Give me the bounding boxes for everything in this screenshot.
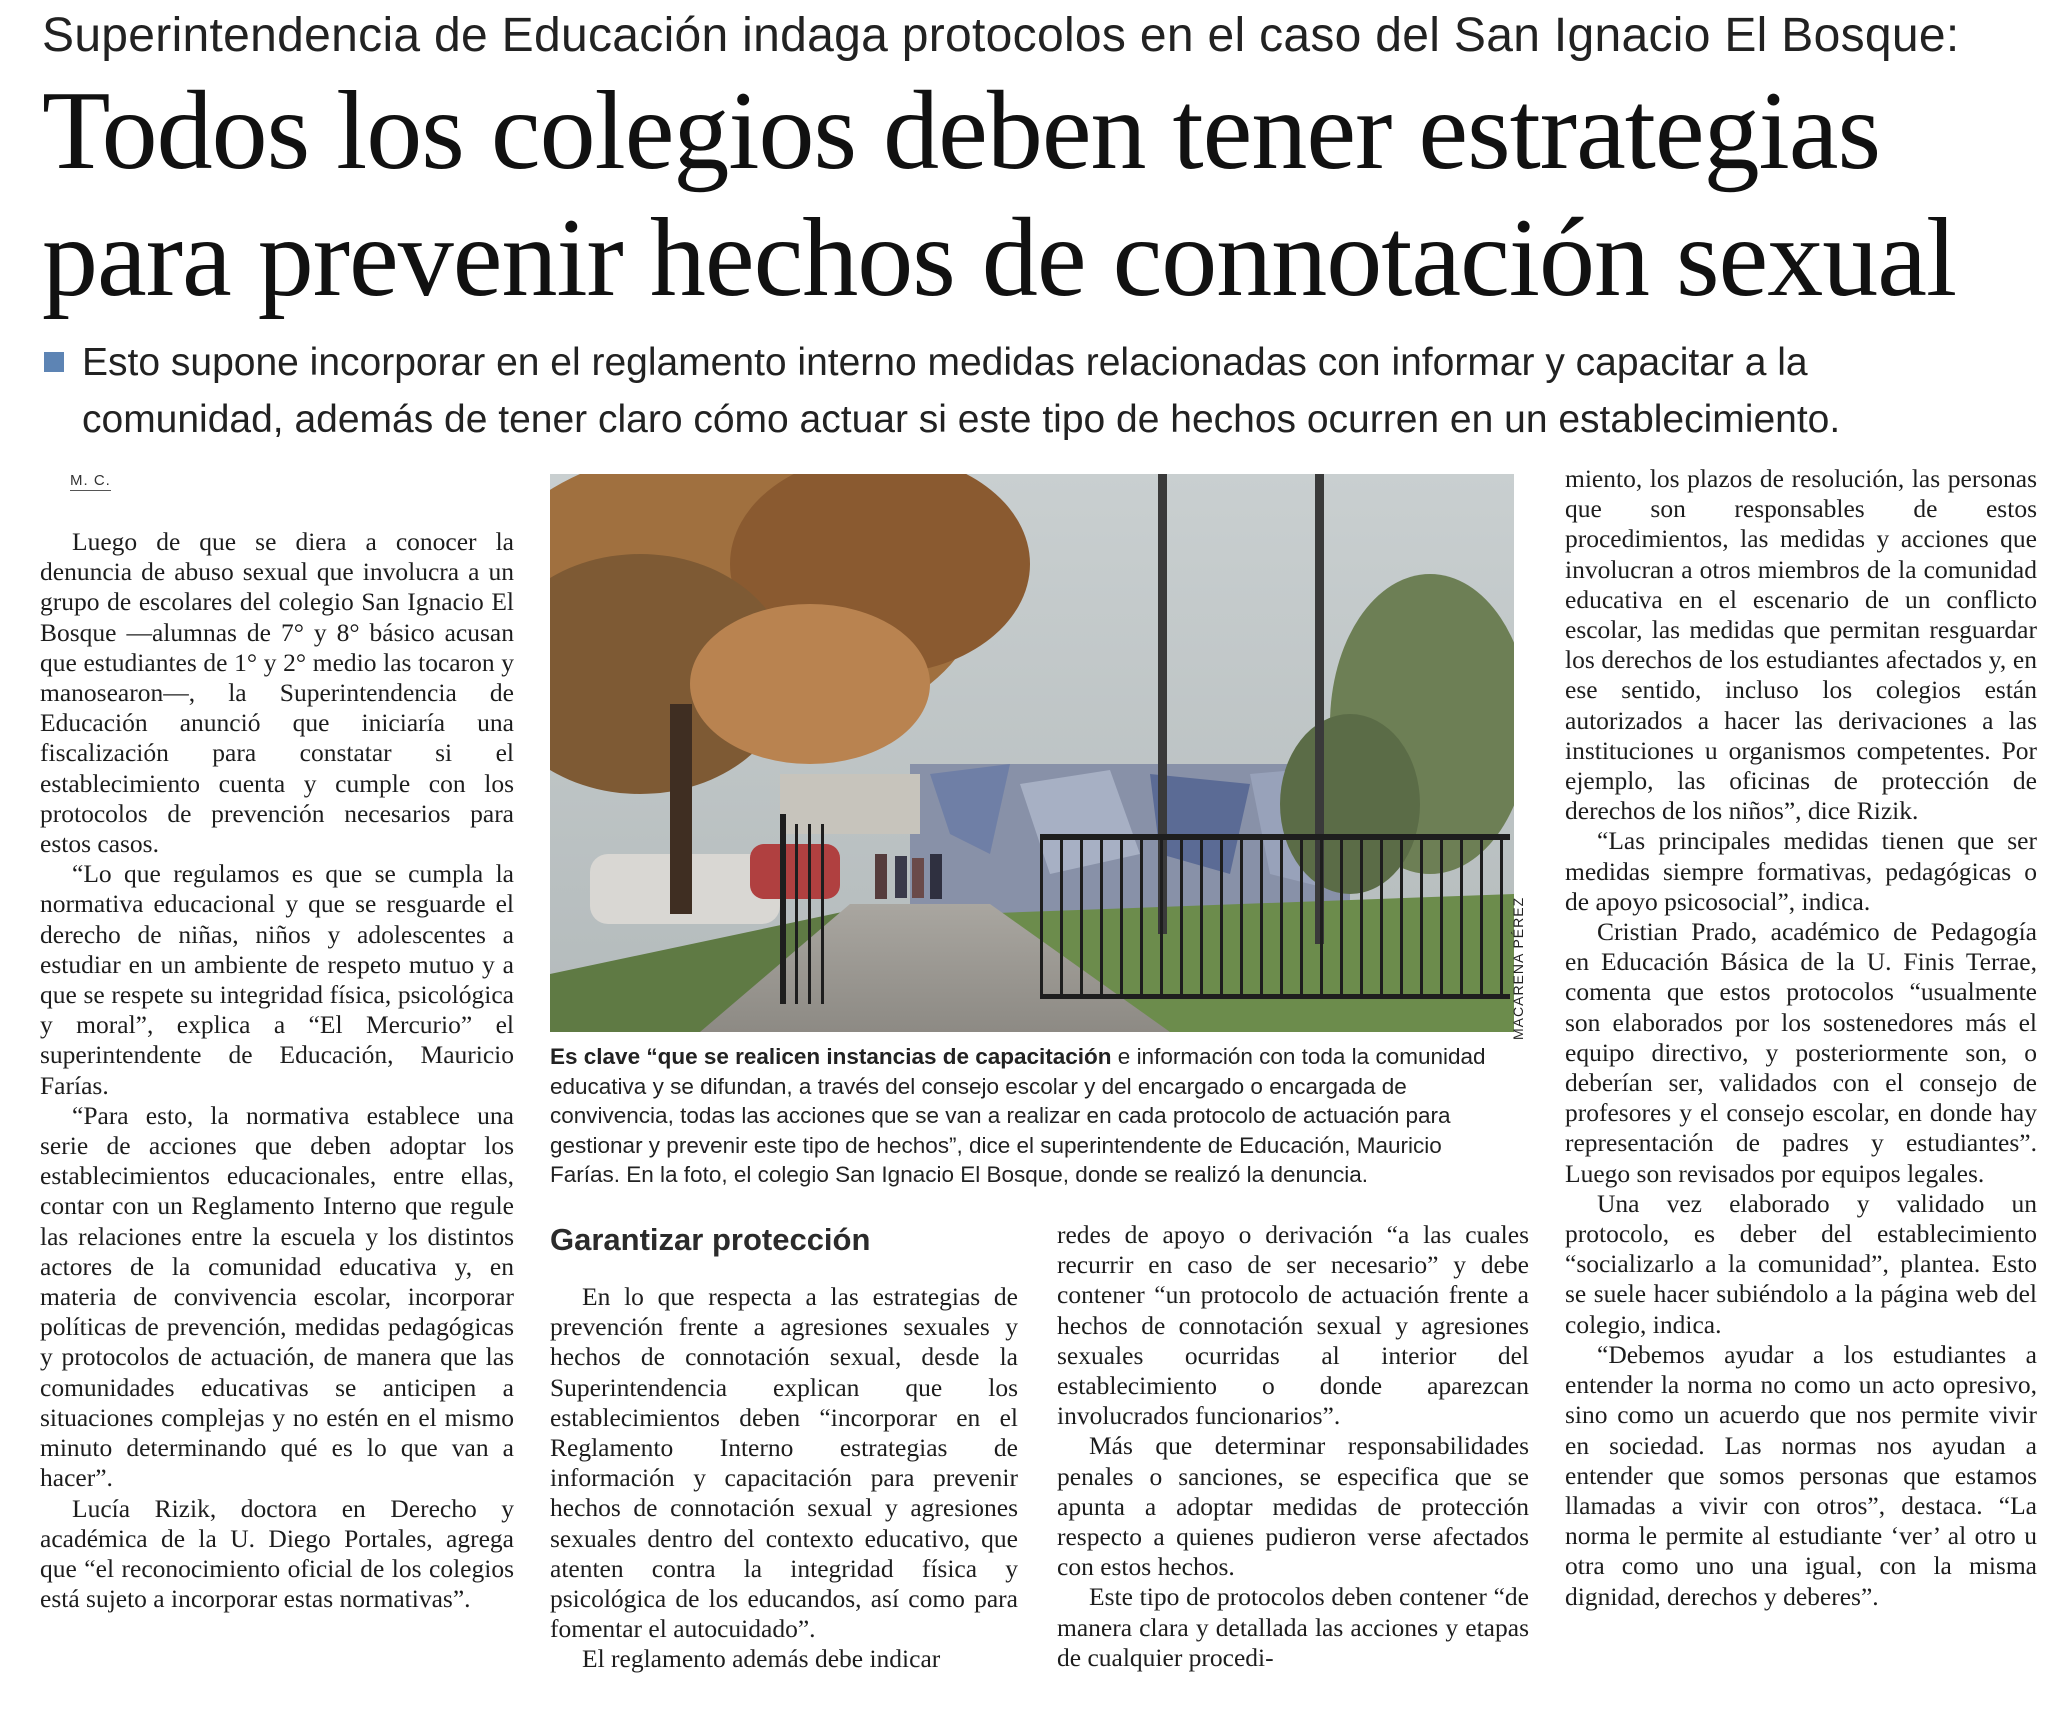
paragraph: En lo que respecta a las estrategias de prevención frente a agresiones sexuales y hechos de connotación sexual, desde la Superintendencia explican que los establecimientos deben “incorporar en el Reglamento Interno estrategias de información y capacitación para prevenir hechos de connotación sexual y agresiones sexuales dentro del contexto educativo, que atenten contra la integridad física y psicológica de los educandos, así como para fomentar el autocuidado”.	[550, 1282, 1018, 1644]
paragraph: “Para esto, la normativa establece una serie de acciones que deben adoptar los establecimientos educacionales, entre ellas, contar con un Reglamento Interno que regule las relaciones entre la escuela y los distintos actores de la comunidad educativa y, en materia de convivencia escolar, incorporar políticas de prevención, medidas pedagógicas y protocolos de actuación, de manera que las comunidades educativas se anticipen a situaciones complejas y no estén en el mismo minuto determinando qué es lo que van a hacer”.	[40, 1100, 514, 1493]
paragraph: “Las principales medidas tienen que ser medidas siempre formativas, pedagógicas o de apoyo psicosocial”, indica.	[1565, 826, 2037, 916]
paragraph: Lucía Rizik, doctora en Derecho y académica de la U. Diego Portales, agrega que “el reconocimiento oficial de los colegios está sujeto a incorporar estas normativas”.	[40, 1493, 514, 1614]
kicker: Superintendencia de Educación indaga protocolos en el caso del San Ignacio El Bosque:	[42, 9, 1960, 62]
caption-lead: Es clave “que se realicen instancias de capacitación	[550, 1044, 1112, 1069]
paragraph: Cristian Prado, académico de Pedagogía en Educación Básica de la U. Finis Terrae, comenta que estos protocolos “usualmente son elaborados por los sostenedores más el equipo directivo, y posteriormente son, o deberían ser, validados con el consejo de profesores y el consejo escolar, en donde hay representación de padres y estudiantes”. Luego son revisados por equipos legales.	[1565, 917, 2037, 1188]
column-1	[40, 527, 514, 1614]
section-subheading: Garantizar protección	[550, 1222, 871, 1257]
column-4	[1565, 464, 2037, 1612]
headline	[42, 68, 2042, 322]
paragraph: Este tipo de protocolos deben contener “de manera clara y detallada las acciones y etapas de cualquier procedi-	[1057, 1582, 1529, 1672]
lead-line: Esto supone incorporar en el reglamento interno medidas relacionadas con informar y capacitar a la	[82, 341, 1808, 384]
paragraph: Más que determinar responsabilidades penales o sanciones, se especifica que se apunta a adoptar medidas de protección respecto a quienes pudieron verse afectados con estos hechos.	[1057, 1431, 1529, 1582]
column-2	[550, 1282, 1018, 1675]
caption-body: e información con toda la comunidad educativa y se difundan, a través del consejo escolar y del encargado o encargada de convivencia, todas las acciones que se van a realizar en cada protocolo de actuación para gestionar y prevenir este tipo de hechos”, dice el superintendente de Educación, Mauricio Farías. En la foto, el colegio San Ignacio El Bosque, donde se realizó la denuncia.	[550, 1044, 1486, 1187]
paragraph: redes de apoyo o derivación “a las cuales recurrir en caso de ser necesario” y debe contener “un protocolo de actuación frente a hechos de connotación sexual y agresiones sexuales ocurridas al interior del establecimiento o donde aparezcan involucrados funcionarios”.	[1057, 1220, 1529, 1431]
photo-credit: MACARENA PÉREZ	[1510, 896, 1526, 1040]
headline-line: Todos los colegios deben tener estrategias	[42, 69, 1881, 193]
byline: M. C.	[70, 472, 111, 489]
headline-line: para prevenir hechos de connotación sexual	[42, 196, 1957, 320]
paragraph: El reglamento además debe indicar	[582, 1644, 941, 1674]
photo-caption	[550, 1042, 1510, 1190]
paragraph: Luego de que se diera a conocer la denuncia de abuso sexual que involucra a un grupo de escolares del colegio San Ignacio El Bosque —alumnas de 7° y 8° básico acusan que estudiantes de 1° y 2° medio las tocaron y manosearon—, la Superintendencia de Educación anunció que iniciaría una fiscalización para constatar si el establecimiento cuenta y cumple con los protocolos de prevención necesarios para estos casos.	[40, 527, 514, 859]
paragraph: “Lo que regulamos es que se cumpla la normativa educacional y que se resguarde el derecho de niñas, niños y adolescentes a estudiar en un ambiente de respeto mutuo y a que se respete su integridad física, psicológica y moral”, explica a “El Mercurio” el superintendente de Educación, Mauricio Farías.	[40, 859, 514, 1100]
lead-bullet-icon	[44, 352, 64, 372]
paragraph: miento, los plazos de resolución, las personas que son responsables de estos procedimientos, las medidas y acciones que involucran a otros miembros de la comunidad educativa en el escenario de un conflicto escolar, las medidas que permitan resguardar los derechos de los estudiantes afectados y, en ese sentido, incluso los colegios están autorizados a hacer las derivaciones a las instituciones u organismos competentes. Por ejemplo, las oficinas de protección de derechos de los niños”, dice Rizik.	[1565, 464, 2037, 826]
school-photo	[550, 474, 1514, 1032]
paragraph: “Debemos ayudar a los estudiantes a entender la norma no como un acto opresivo, sino como un acuerdo que nos permite vivir en sociedad. Las normas nos ayudan a entender que somos personas que estamos llamadas a vivir con otros”, destaca. “La norma le permite al estudiante ‘ver’ al otro u otra como uno una igual, con la misma dignidad, derechos y deberes”.	[1565, 1339, 2037, 1611]
column-3	[1057, 1220, 1529, 1673]
paragraph: Una vez elaborado y validado un protocolo, es deber del establecimiento “socializarlo a la comunidad”, plantea. Esto se suele hacer subiéndolo a la página web del colegio, indica.	[1565, 1188, 2037, 1339]
lead-text	[82, 334, 2022, 448]
lead-line: comunidad, además de tener claro cómo actuar si este tipo de hechos ocurren en un establecimiento.	[82, 398, 1841, 441]
